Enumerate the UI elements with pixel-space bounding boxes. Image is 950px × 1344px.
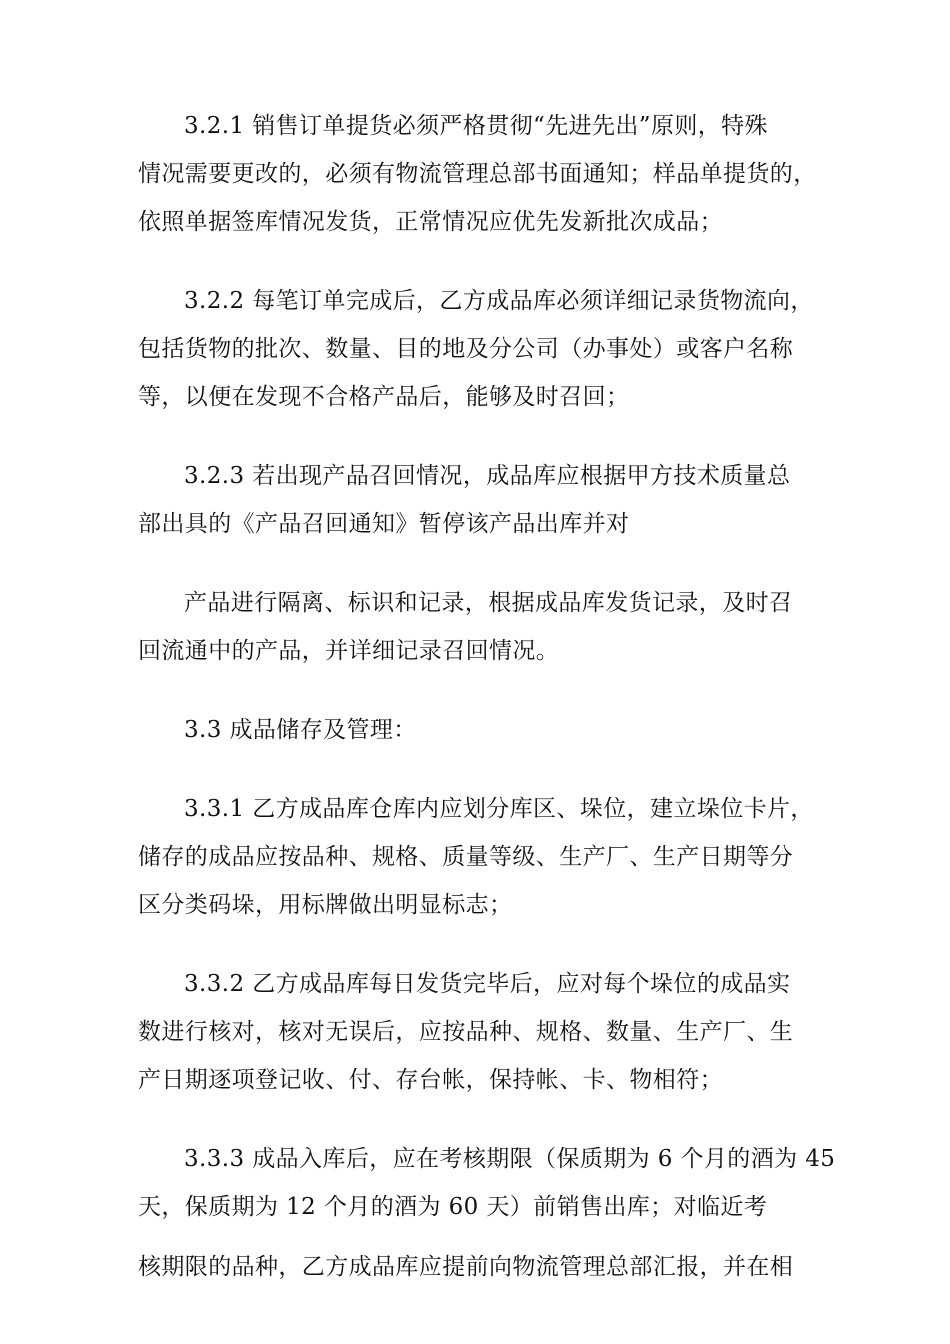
text-line: 3.3 成品储存及管理： — [184, 717, 417, 743]
text-line: 3.2.3 若出现产品召回情况，成品库应根据甲方技术质量总 — [184, 463, 791, 489]
text-line: 3.2.2 每笔订单完成后，乙方成品库必须详细记录货物流向， — [184, 288, 814, 314]
text-line: 3.3.1 乙方成品库仓库内应划分库区、垛位，建立垛位卡片， — [184, 796, 814, 822]
paragraph-3-2-2 — [138, 277, 838, 421]
paragraph-3-3-3 — [138, 1135, 838, 1231]
text-line: 情况需要更改的，必须有物流管理总部书面通知；样品单提货的， — [138, 161, 817, 187]
text-line: 依照单据签库情况发货，正常情况应优先发新批次成品； — [138, 209, 723, 235]
paragraph-3-2-3-continued — [138, 579, 838, 675]
text-line: 回流通中的产品，并详细记录召回情况。 — [138, 638, 560, 664]
text-line: 部出具的《产品召回通知》暂停该产品出库并对 — [138, 511, 630, 537]
text-line: 储存的成品应按品种、规格、质量等级、生产厂、生产日期等分 — [138, 844, 794, 870]
text-line: 产日期逐项登记收、付、存台帐，保持帐、卡、物相符； — [138, 1067, 723, 1093]
text-line: 核期限的品种，乙方成品库应提前向物流管理总部汇报，并在相 — [138, 1254, 794, 1280]
paragraph-3-3-1 — [138, 785, 838, 929]
text-line: 3.3.3 成品入库后，应在考核期限（保质期为 6 个月的酒为 45 — [184, 1146, 836, 1172]
text-line: 产品进行隔离、标识和记录，根据成品库发货记录，及时召 — [184, 590, 793, 616]
document-body — [138, 102, 838, 1322]
paragraph-3-3-3-continued — [138, 1243, 838, 1291]
text-line: 数进行核对，核对无误后，应按品种、规格、数量、生产厂、生 — [138, 1019, 794, 1045]
paragraph-3-3-2 — [138, 960, 838, 1104]
paragraph-3-2-3 — [138, 452, 838, 548]
section-heading-3-3 — [138, 706, 838, 754]
paragraph-3-2-1 — [138, 102, 838, 246]
text-line: 3.3.2 乙方成品库每日发货完毕后，应对每个垛位的成品实 — [184, 971, 791, 997]
text-line: 天，保质期为 12 个月的酒为 60 天）前销售出库；对临近考 — [138, 1194, 768, 1220]
text-line: 等，以便在发现不合格产品后，能够及时召回； — [138, 384, 630, 410]
text-line: 区分类码垛，用标牌做出明显标志； — [138, 892, 513, 918]
text-line: 3.2.1 销售订单提货必须严格贯彻“先进先出”原则，特殊 — [184, 113, 768, 139]
text-line: 包括货物的批次、数量、目的地及分公司（办事处）或客户名称 — [138, 336, 794, 362]
